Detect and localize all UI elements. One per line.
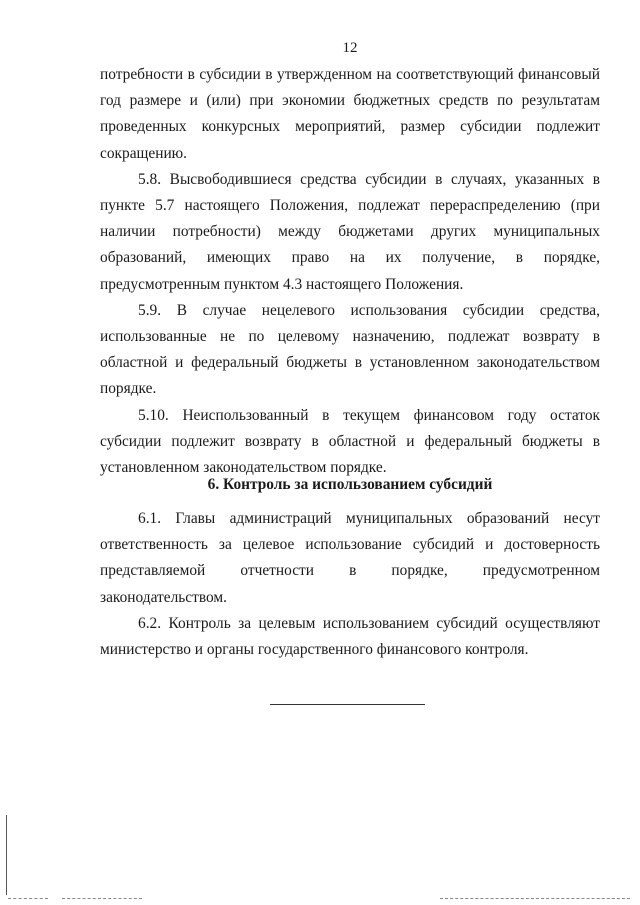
paragraph-5-9: 5.9. В случае нецелевого использования субсидии средства, использованные не по целевому назначению, подлежат возврату в областной и федеральный бюджеты в установленном законодательством порядке. (100, 301, 600, 398)
paragraph-continuation: потребности в субсидии в утвержденном на соответствующий финансовый год размере и (или) при экономии бюджетных средств по результатам проведенных конкурсных мероприятий, размер субсидии подлежит сокращению. (100, 66, 600, 162)
section-5-text (100, 62, 600, 481)
scan-bottom-mark (8, 898, 48, 899)
paragraph-6-2: 6.2. Контроль за целевым использованием субсидий осуществляют министерство и органы государственного финансового контроля. (100, 614, 600, 659)
paragraph-5-10: 5.10. Неиспользованный в текущем финансовом году остаток субсидии подлежит возврату в областной и федеральный бюджеты в установленном законодательством порядке. (100, 406, 600, 477)
paragraph-5-8: 5.8. Высвободившиеся средства субсидии в случаях, указанных в пункте 5.7 настоящего Положения, подлежат перераспределению (при наличии потребности) между бюджетами других муниципальных образований, имеющих право на их получение, в порядке, предусмотренным пунктом 4.3 настоящего Положения. (100, 170, 600, 293)
section-6-heading: 6. Контроль за использованием субсидий (207, 476, 493, 493)
scan-bottom-mark (62, 898, 142, 899)
end-of-text-rule (270, 704, 425, 705)
page-number: 12 (342, 40, 358, 56)
section-6-text (100, 506, 600, 663)
scan-margin-line (6, 815, 7, 895)
paragraph-6-1: 6.1. Главы администраций муниципальных образований несут ответственность за целевое использование субсидий и достоверность представляемой отчетности в порядке, предусмотренном законодательством. (100, 510, 600, 606)
scan-bottom-mark (440, 898, 630, 899)
